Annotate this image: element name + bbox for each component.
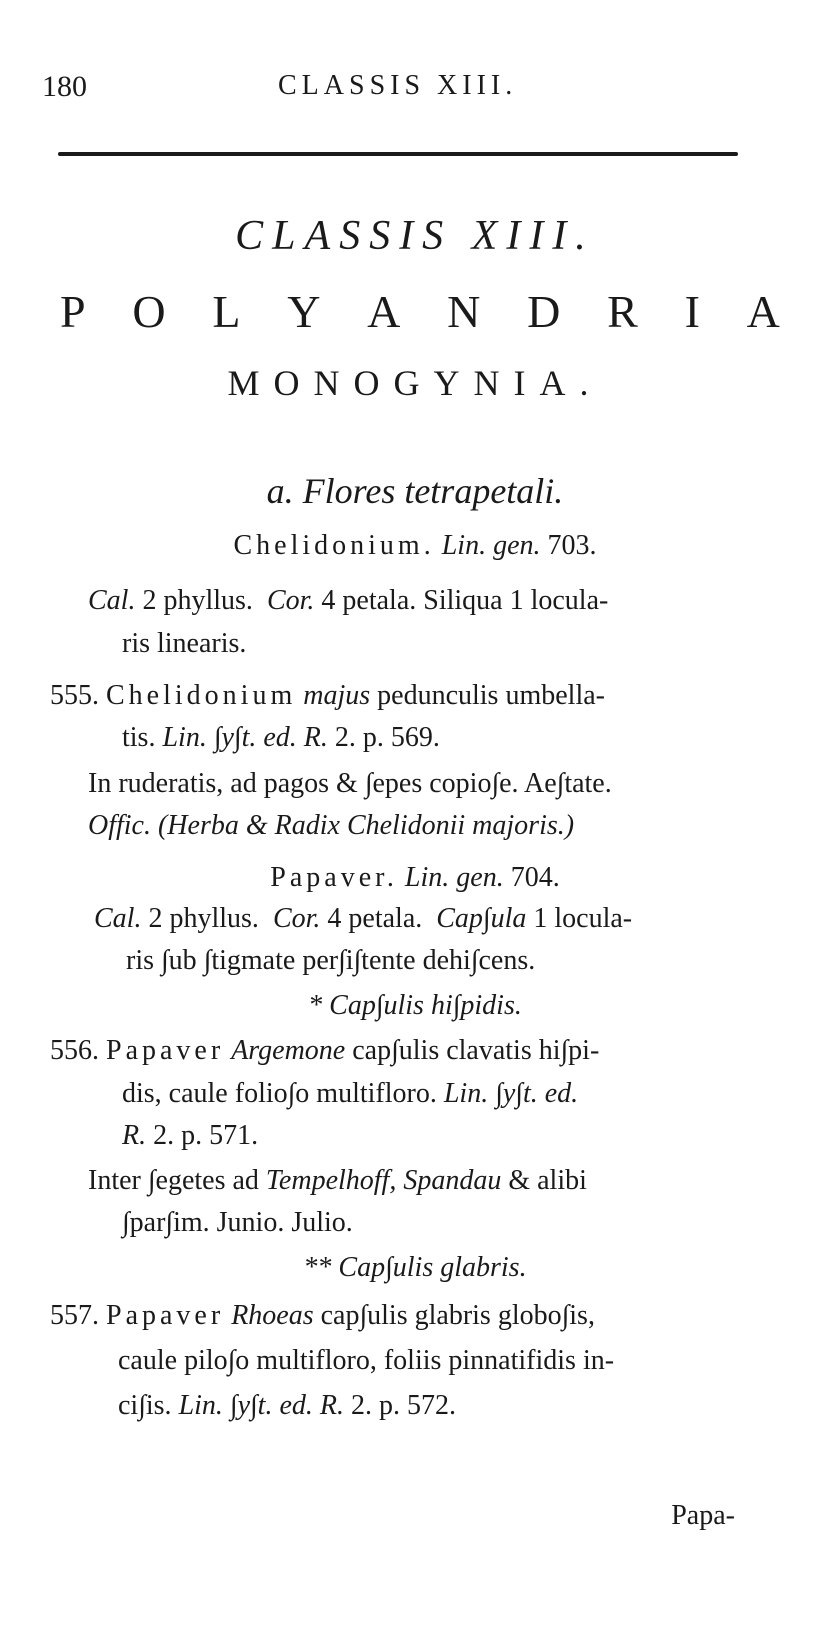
desc-text: 2 phyllus. (148, 903, 259, 934)
running-title: CLASSIS XIII. (278, 70, 518, 101)
species-habitat (88, 1165, 587, 1197)
class-heading: CLASSIS XIII. (235, 213, 595, 259)
order-letter: R (607, 286, 638, 337)
order-letter: A (746, 286, 780, 337)
diagnosis-text: 2. p. 571. (153, 1120, 259, 1151)
species-genus: Chelidonium (106, 680, 297, 711)
species-genus: Papaver (106, 1035, 225, 1066)
catchword: Papa- (671, 1500, 735, 1531)
genus-description-line: ris linearis. (122, 628, 247, 659)
species-diagnosis: cap∫ulis glabris globo∫is, (320, 1300, 595, 1331)
place-name: Tempelhoff, (265, 1165, 397, 1196)
species-diagnosis: pedunculis umbella- (377, 680, 605, 711)
desc-italic: Cor. (266, 585, 315, 616)
species-officinal: Offic. (Herba & Radix Chelidonii majoris.) (88, 810, 575, 841)
species-epithet: Rhoeas (231, 1300, 314, 1331)
subsection-heading: ** Cap∫ulis glabris. (303, 1252, 527, 1283)
species-entry-556 (50, 1035, 599, 1067)
genus-description-line (94, 903, 632, 935)
genus-reference-number: 703. (547, 530, 597, 561)
species-diagnosis-line (122, 722, 440, 754)
genus-reference: Lin. gen. (441, 530, 541, 561)
place-name: Spandau (403, 1165, 502, 1196)
species-number: 556. (50, 1035, 99, 1066)
order-letter: P (60, 286, 86, 337)
habitat-text: Inter ∫egetes ad (88, 1165, 259, 1196)
habitat-text: & alibi (508, 1165, 587, 1196)
diagnosis-text: dis, caule folio∫o multifloro. (122, 1078, 437, 1109)
section-heading: a. Flores tetrapetali. (266, 471, 564, 511)
page-number: 180 (42, 70, 87, 103)
order-letter: Y (287, 286, 321, 337)
literature-reference: Lin. (443, 1078, 489, 1109)
desc-text: 2 phyllus. (142, 585, 253, 616)
diagnosis-text: 2. p. 569. (334, 722, 440, 753)
genus-reference-number: 704. (510, 862, 560, 893)
genus-papaver-heading (0, 862, 830, 894)
species-diagnosis-line (122, 1078, 578, 1110)
subgroup-heading: MONOGYNIA. (227, 363, 603, 403)
order-heading (60, 285, 780, 338)
header-rule (58, 152, 738, 156)
species-diagnosis-line (118, 1390, 456, 1422)
genus-chelidonium-heading (0, 530, 830, 562)
subsection-heading: * Cap∫ulis hi∫pidis. (308, 990, 522, 1021)
order-letter: D (527, 286, 561, 337)
species-diagnosis: cap∫ulis clavatis hi∫pi- (352, 1035, 600, 1066)
desc-italic: Cal. (88, 585, 136, 616)
desc-text: 4 petala. Siliqua 1 locula- (321, 585, 609, 616)
species-entry-555 (50, 680, 605, 712)
desc-text: 4 petala. (327, 903, 423, 934)
species-number: 557. (50, 1300, 99, 1331)
species-epithet: Argemone (231, 1035, 346, 1066)
diagnosis-text: tis. (122, 722, 156, 753)
literature-reference: Lin. ∫y∫t. ed. R. (162, 722, 328, 753)
species-genus: Papaver (106, 1300, 225, 1331)
order-letter: L (212, 286, 241, 337)
desc-italic: Cap∫ula (436, 903, 527, 934)
genus-name: Chelidonium. (233, 530, 435, 561)
species-epithet: majus (303, 680, 371, 711)
genus-name: Papaver. (270, 862, 398, 893)
species-entry-557 (50, 1300, 595, 1332)
literature-reference: Lin. ∫y∫t. ed. R. (178, 1390, 344, 1421)
diagnosis-text: 2. p. 572. (351, 1390, 456, 1421)
genus-description-line: ris ∫ub ∫tigmate per∫i∫tente dehi∫cens. (126, 945, 536, 976)
desc-italic: Cor. (272, 903, 321, 934)
species-number: 555. (50, 680, 99, 711)
desc-text: 1 locula- (533, 903, 633, 934)
diagnosis-text: ci∫is. (118, 1390, 172, 1421)
species-diagnosis-line: caule pilo∫o multifloro, foliis pinnatifidis in- (118, 1345, 615, 1376)
literature-reference: ∫y∫t. ed. (495, 1078, 579, 1109)
species-habitat-line: ∫par∫im. Junio. Julio. (122, 1207, 353, 1238)
species-diagnosis-line (122, 1120, 258, 1152)
species-habitat: In ruderatis, ad pagos & ∫epes copio∫e. Ae∫tate. (88, 768, 612, 799)
genus-description-line (88, 585, 608, 617)
order-letter: O (132, 286, 166, 337)
genus-reference: Lin. gen. (404, 862, 504, 893)
literature-reference: R. (122, 1120, 147, 1151)
order-letter: N (447, 286, 481, 337)
order-letter: I (684, 286, 700, 337)
order-letter: A (367, 286, 401, 337)
desc-italic: Cal. (94, 903, 142, 934)
